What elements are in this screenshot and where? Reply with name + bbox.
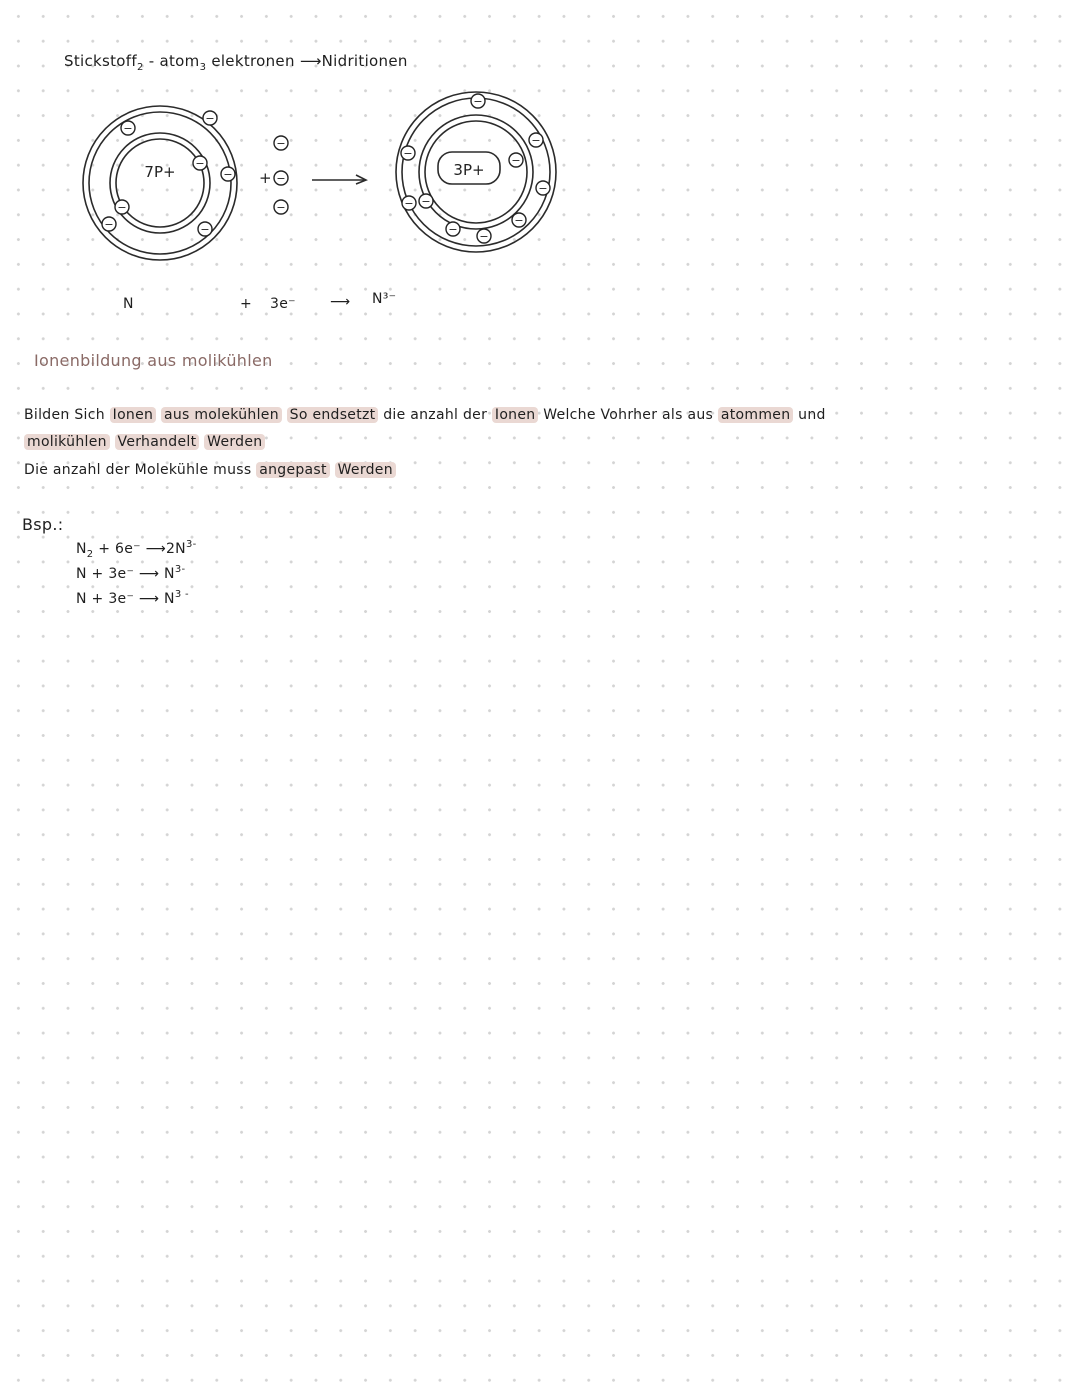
paragraph-highlight: So endsetzt	[287, 407, 379, 423]
eq2-product-charge: 3-	[174, 564, 186, 575]
electron-icon	[529, 133, 543, 147]
svg-text:−: −	[404, 197, 414, 210]
eq3-reactant: N	[76, 591, 87, 607]
svg-text:−: −	[511, 154, 521, 167]
svg-text:−: −	[448, 223, 458, 236]
paragraph-word: und	[798, 407, 826, 423]
paragraph-highlight: Ionen	[492, 407, 539, 423]
eq1-arrow: ⟶	[145, 541, 166, 557]
electron-icon	[274, 200, 288, 214]
svg-text:−: −	[473, 95, 483, 108]
title-result: Nidritionen	[321, 52, 408, 70]
atom-nucleus-label: 7P+	[144, 163, 176, 181]
title-element: Stickstoff	[64, 52, 137, 70]
eq3-arrow: ⟶	[138, 591, 160, 607]
title-subscript-a: 2	[136, 62, 144, 73]
svg-text:−: −	[538, 182, 548, 195]
ion-nucleus-label: 3P+	[453, 161, 485, 179]
svg-text:−: −	[117, 201, 127, 214]
svg-text:−: −	[123, 122, 133, 135]
svg-text:−: −	[200, 223, 210, 236]
svg-text:−: −	[276, 137, 286, 150]
eq3-product-charge: 3 -	[174, 589, 189, 600]
electron-icon	[274, 136, 288, 150]
svg-text:−: −	[205, 112, 215, 125]
bohr-diagram	[0, 0, 1080, 330]
eq1-reactant-subscript: 2	[86, 549, 94, 560]
electron-icon	[471, 94, 485, 108]
paragraph-highlight: angepast	[256, 462, 330, 478]
example-label: Bsp.:	[22, 515, 64, 534]
paragraph-word: Die anzahl	[24, 462, 101, 478]
paragraph-word: der	[105, 462, 130, 478]
svg-text:−: −	[421, 195, 431, 208]
reaction-reactant: N	[123, 296, 134, 312]
example-equation-2	[76, 566, 185, 582]
paragraph-highlight: molikühlen	[24, 434, 110, 450]
svg-text:−: −	[479, 230, 489, 243]
eq2-arrow: ⟶	[138, 566, 160, 582]
paragraph-line-3	[24, 462, 396, 478]
svg-text:−: −	[531, 134, 541, 147]
ion-nucleus	[438, 152, 500, 184]
eq1-product: 2N	[165, 541, 186, 557]
reaction-plus: +	[240, 296, 253, 312]
reaction-electrons: 3e⁻	[270, 296, 296, 312]
section-heading: Ionenbildung aus molikühlen	[34, 351, 273, 370]
paragraph-word: Welche	[543, 407, 596, 423]
example-equation-1	[76, 539, 197, 560]
paragraph-word: Vohrher	[600, 407, 658, 423]
eq2-product: N	[164, 566, 175, 582]
title-dash: -	[148, 52, 155, 70]
electron-icon	[536, 181, 550, 195]
reaction-product: N³⁻	[372, 291, 397, 307]
svg-text:−: −	[223, 168, 233, 181]
svg-text:−: −	[276, 172, 286, 185]
paragraph-line-1	[24, 407, 826, 423]
paragraph-highlight: Ionen	[110, 407, 157, 423]
eq1-electrons: + 6e⁻	[98, 541, 141, 557]
title-electrons: elektronen	[211, 52, 295, 70]
svg-text:−: −	[104, 218, 114, 231]
nitrogen-atom	[83, 106, 237, 260]
paragraph-word: Sich	[74, 407, 105, 423]
electron-icon	[203, 111, 217, 125]
electron-icon	[419, 194, 433, 208]
paragraph-highlight: Werden	[204, 434, 265, 450]
example-equation-3	[76, 591, 189, 607]
electron-icon	[446, 222, 460, 236]
title-subscript-b: 3	[199, 62, 207, 73]
eq2-reactant: N	[76, 566, 87, 582]
paragraph-highlight: Werden	[335, 462, 396, 478]
electron-icon	[193, 156, 207, 170]
diagram-plus: +	[259, 169, 272, 187]
paragraph-highlight: atommen	[718, 407, 794, 423]
paragraph-highlight: aus molekühlen	[161, 407, 282, 423]
electron-icon	[221, 167, 235, 181]
paragraph-highlight: Verhandelt	[115, 434, 200, 450]
electron-icon	[198, 222, 212, 236]
electron-icon	[121, 121, 135, 135]
eq3-product: N	[164, 591, 175, 607]
electron-icon	[477, 229, 491, 243]
svg-text:−: −	[403, 147, 413, 160]
electron-icon	[102, 217, 116, 231]
eq3-electrons: + 3e⁻	[91, 591, 135, 607]
svg-text:−: −	[195, 157, 205, 170]
eq1-reactant: N	[76, 541, 87, 557]
reaction-arrow: ⟶	[330, 294, 351, 310]
electron-icon	[401, 146, 415, 160]
paragraph-word: Bilden	[24, 407, 70, 423]
electron-icon	[512, 213, 526, 227]
paragraph-word: muss	[213, 462, 252, 478]
eq1-product-charge: 3-	[185, 539, 197, 550]
title-atom: atom	[159, 52, 200, 70]
electron-icon	[509, 153, 523, 167]
title-arrow: ⟶	[299, 52, 322, 70]
eq2-electrons: + 3e⁻	[91, 566, 135, 582]
paragraph-word: Molekühle	[134, 462, 209, 478]
paragraph-word: als aus	[662, 407, 714, 423]
svg-text:−: −	[276, 201, 286, 214]
paragraph-word: die anzahl	[383, 407, 459, 423]
reaction-arrow-diagram	[312, 175, 366, 184]
paragraph-word: der	[462, 407, 488, 423]
svg-text:−: −	[514, 214, 524, 227]
electron-icon	[115, 200, 129, 214]
electron-icon	[274, 171, 288, 185]
electron-icon	[402, 196, 416, 210]
paragraph-line-2	[24, 434, 265, 450]
atom-nucleus	[144, 163, 175, 181]
